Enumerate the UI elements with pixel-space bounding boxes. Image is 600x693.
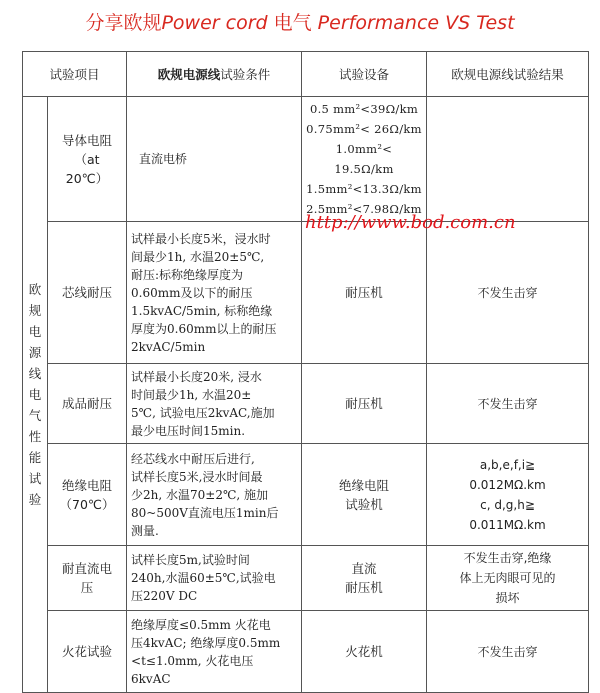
condition-cell: 试样长度5m,试验时间 240h,水温60±5℃,试验电 压220V DC (127, 546, 302, 611)
result-cell: 不发生击穿 (427, 611, 589, 693)
result-cell (427, 97, 589, 222)
result-cell: 不发生击穿,绝缘 体上无肉眼可见的 损坏 (427, 546, 589, 611)
condition-cell: 绝缘厚度≤0.5mm 火花电 压4kvAC; 绝缘厚度0.5mm <t≤1.0mm, 火花电压 6kvAC (127, 611, 302, 693)
condition-cell: 直流电桥 (127, 97, 302, 222)
table-row (23, 364, 589, 444)
result-cell: 不发生击穿 (427, 364, 589, 444)
result-cell: a,b,e,f,i≧ 0.012MΩ.km c, d,g,h≧ 0.011MΩ.km (427, 444, 589, 546)
equipment-cell: 耐压机 (302, 364, 427, 444)
condition-cell: 试样最小长度20米, 浸水 时间最少1h, 水温20± 5℃, 试验电压2kvAC,施加 最少电压时间15min. (127, 364, 302, 444)
test-table (22, 51, 589, 693)
page-title: 分享欧规Power cord 电气 Performance VS Test (85, 12, 515, 34)
condition-cell: 试样最小长度5米，浸水时 间最少1h, 水温20±5℃, 耐压:标称绝缘厚度为 0.60mm及以下的耐压 1.5kvAC/5min, 标称绝缘 厚度为0.60mm以上的耐压 2kvAC/5min (127, 222, 302, 364)
table-row (23, 444, 589, 546)
category-cell: 欧 规 电 源 线 电 气 性 能 试 验 (23, 97, 48, 693)
header-item: 试验项目 (23, 52, 127, 97)
equipment-cell: 0.5 mm²<39Ω/km 0.75mm²< 26Ω/km 1.0mm²< 19.5Ω/km 1.5mm²<13.3Ω/km 2.5mm²<7.98Ω/km (302, 97, 427, 222)
header-row (23, 52, 589, 97)
header-condition: 欧规电源线试验条件 (127, 52, 302, 97)
equipment-cell: 直流 耐压机 (302, 546, 427, 611)
item-cell: 芯线耐压 (48, 222, 127, 364)
equipment-cell: 耐压机 (302, 222, 427, 364)
result-cell: 不发生击穿 (427, 222, 589, 364)
header-result: 欧规电源线试验结果 (427, 52, 589, 97)
watermark-url: http://www.bod.com.cn (305, 212, 516, 233)
equipment-cell: 火花机 (302, 611, 427, 693)
table-row (23, 546, 589, 611)
table-row (23, 611, 589, 693)
table-row (23, 97, 589, 222)
item-cell: 绝缘电阻 （70℃） (48, 444, 127, 546)
item-cell: 耐直流电 压 (48, 546, 127, 611)
header-equipment: 试验设备 (302, 52, 427, 97)
item-cell: 成品耐压 (48, 364, 127, 444)
item-cell: 导体电阻 （at 20℃） (48, 97, 127, 222)
condition-cell: 经芯线水中耐压后进行, 试样长度5米,浸水时间最 少2h, 水温70±2℃, 施加 80~500V直流电压1min后 测量. (127, 444, 302, 546)
equipment-cell: 绝缘电阻 试验机 (302, 444, 427, 546)
table-row (23, 222, 589, 364)
item-cell: 火花试验 (48, 611, 127, 693)
